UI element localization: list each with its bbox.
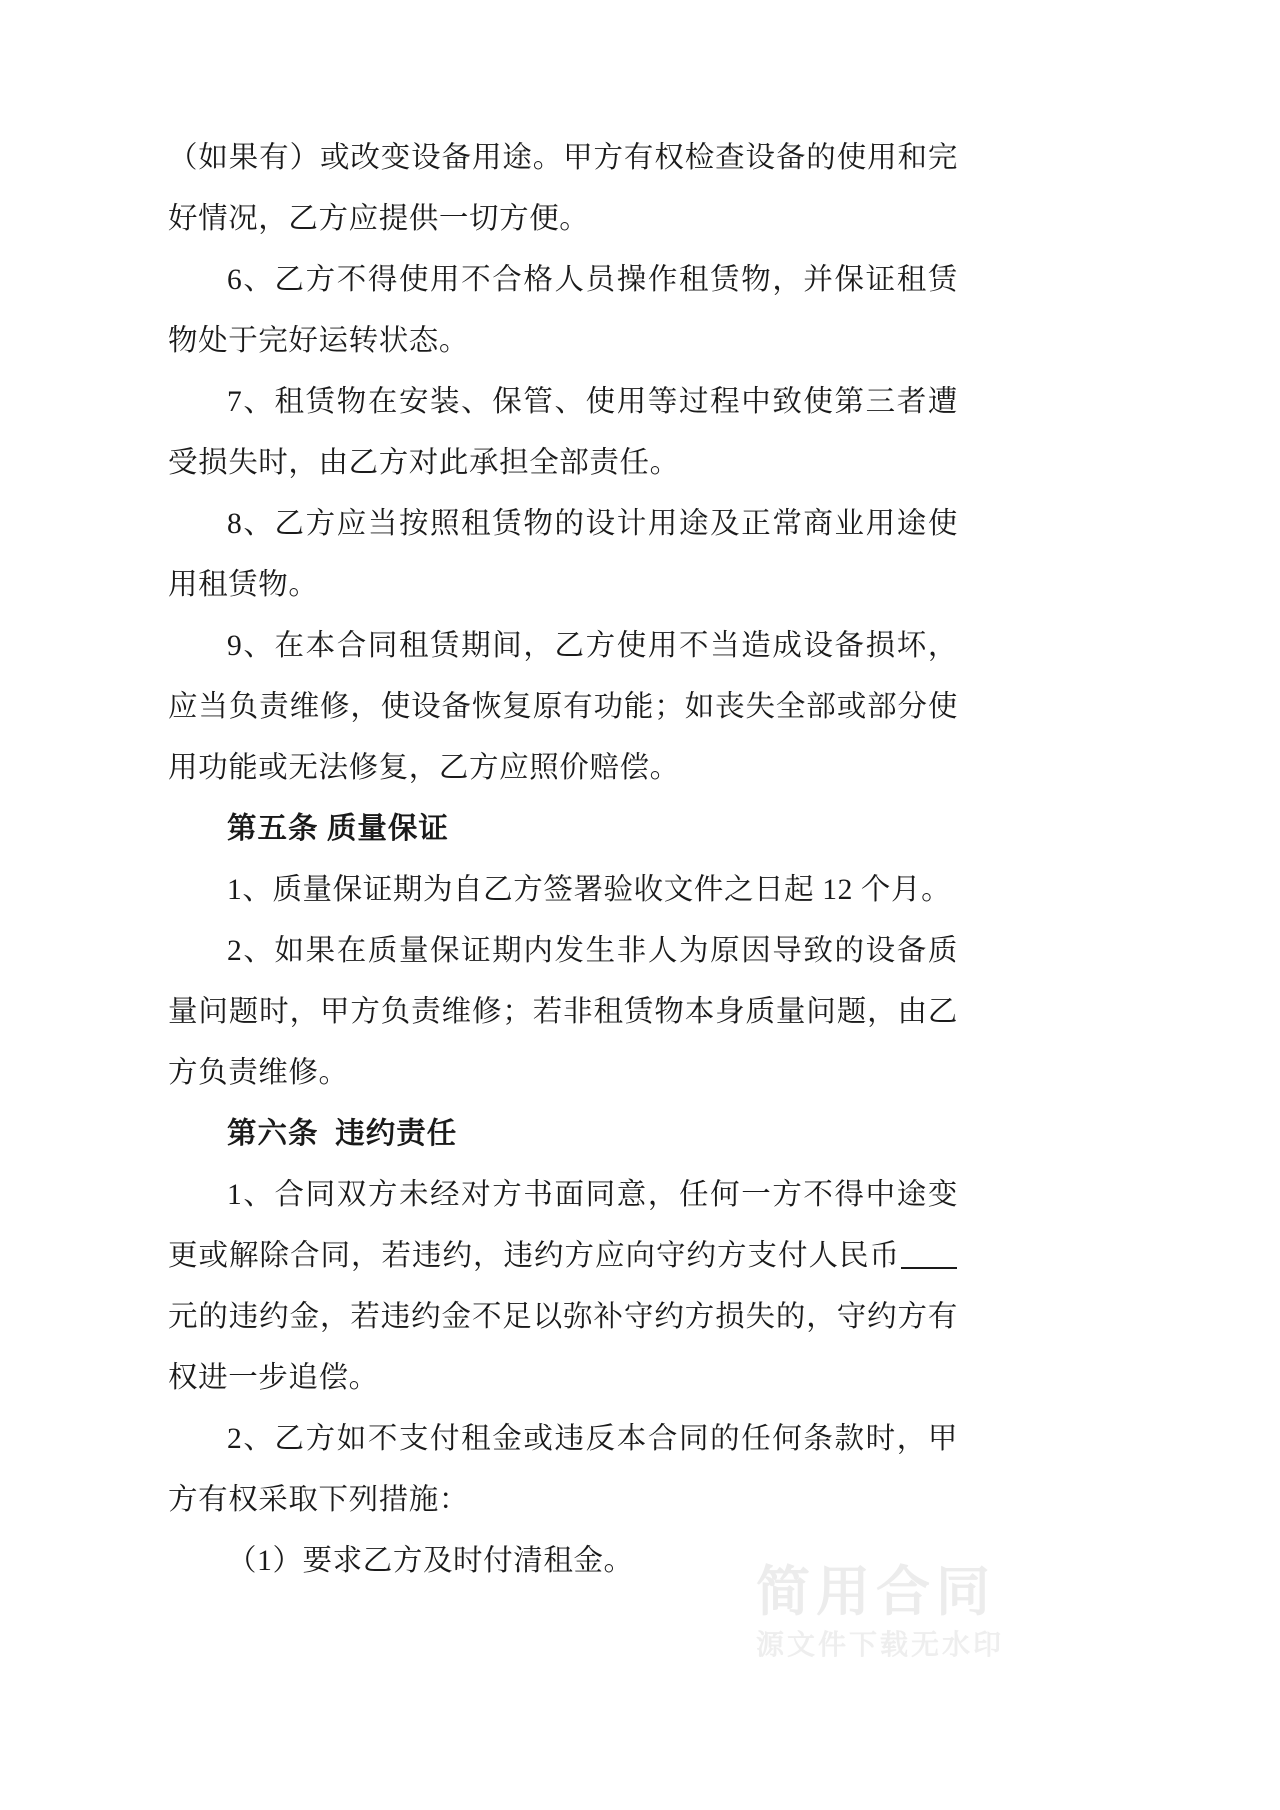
paragraph-article4-item6: 6、乙方不得使用不合格人员操作租赁物，并保证租赁物处于完好运转状态。 — [168, 264, 958, 357]
paragraph-article5-item2: 2、如果在质量保证期内发生非人为原因导致的设备质量问题时，甲方负责维修；若非租赁物本身质量问题，由乙方负责维修。 — [168, 935, 958, 1089]
paragraph-article5-item1: 1、质量保证期为自乙方签署验收文件之日起 12 个月。 — [227, 874, 952, 906]
heading-article-6: 第六条 违约责任 — [227, 1118, 458, 1150]
paragraph-article4-item7: 7、租赁物在安装、保管、使用等过程中致使第三者遭受损失时，由乙方对此承担全部责任。 — [168, 386, 958, 479]
paragraph-article6-item1 — [168, 1165, 958, 1409]
watermark-sub-text: 源文件下载无水印 — [756, 1628, 1005, 1662]
paragraph-continuation-article4-item5: （如果有）或改变设备用途。甲方有权检查设备的使用和完好情况，乙方应提供一切方便。 — [168, 142, 958, 235]
paragraph-article4-item8: 8、乙方应当按照租赁物的设计用途及正常商业用途使用租赁物。 — [168, 508, 958, 601]
heading-article-5: 第五条 质量保证 — [227, 813, 449, 845]
paragraph-article4-item9: 9、在本合同租赁期间，乙方使用不当造成设备损坏，应当负责维修，使设备恢复原有功能；如丧失全部或部分使用功能或无法修复，乙方应照价赔偿。 — [168, 630, 958, 784]
paragraph-article6-item1-text-after-blank: 元的违约金，若违约金不足以弥补守约方损失的，守约方有权进一步追偿。 — [168, 1301, 958, 1394]
document-body — [168, 128, 958, 1592]
paragraph-article6-item1-text-before-blank: 1、合同双方未经对方书面同意，任何一方不得中途变更或解除合同，若违约，违约方应向守约方支付人民币 — [168, 1179, 958, 1272]
paragraph-article6-item2: 2、乙方如不支付租金或违反本合同的任何条款时，甲方有权采取下列措施： — [168, 1423, 958, 1516]
fill-in-blank-penalty-amount[interactable] — [901, 1267, 957, 1269]
watermark-main-text: 简用合同 — [756, 1560, 996, 1623]
paragraph-article6-item2-sub1: （1）要求乙方及时付清租金。 — [227, 1545, 634, 1577]
